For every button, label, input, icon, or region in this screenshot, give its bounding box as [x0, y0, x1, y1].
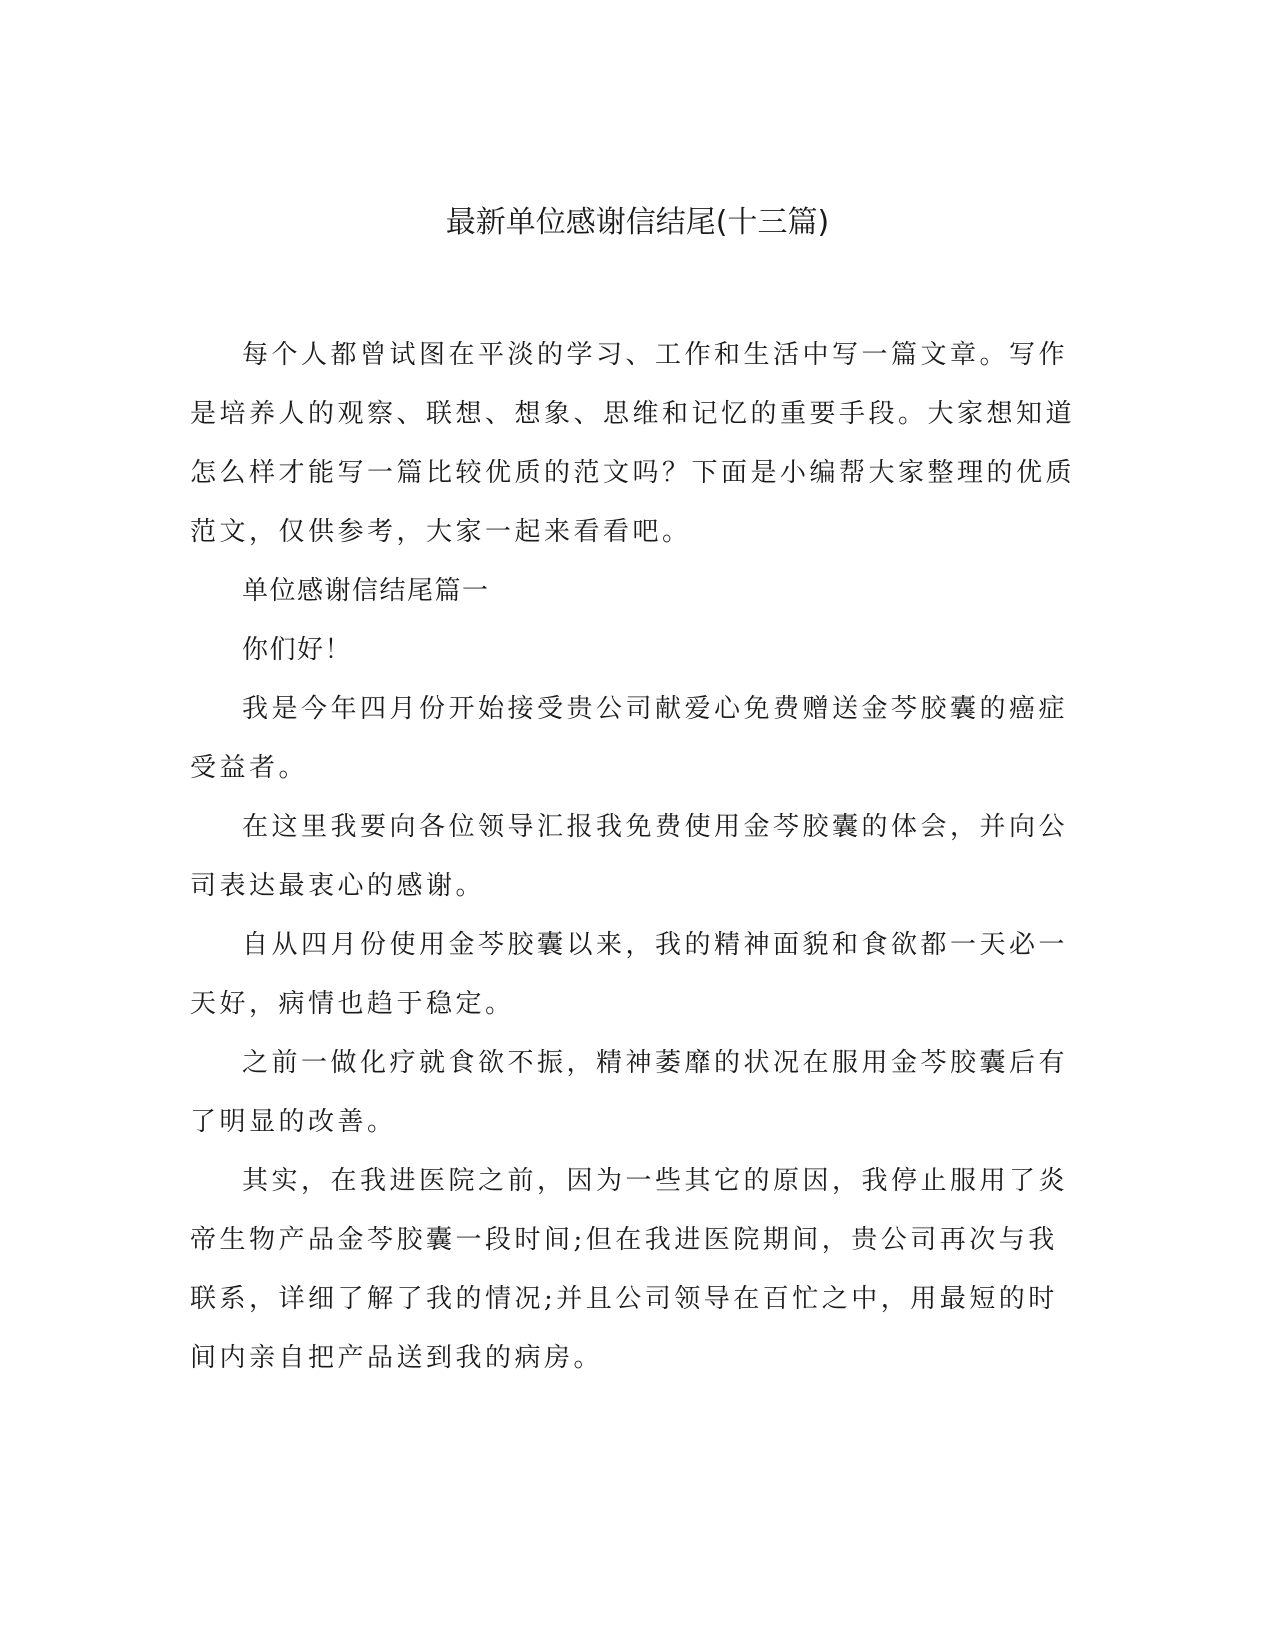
body-paragraph: 其实，在我进医院之前，因为一些其它的原因，我停止服用了炎帝生物产品金芩胶囊一段时间;但在我进医院期间，贵公司再次与我联系，详细了解了我的情况;并且公司领导在百忙之中，用最短的时间内亲自把产品送到我的病房。 — [190, 1166, 1069, 1373]
body-paragraph: 我是今年四月份开始接受贵公司献爱心免费赠送金芩胶囊的癌症受益者。 — [190, 694, 1069, 783]
section-heading: 单位感谢信结尾篇一 — [242, 576, 490, 606]
greeting-paragraph: 你们好！ — [242, 635, 353, 665]
body-paragraph: 之前一做化疗就食欲不振，精神萎靡的状况在服用金芩胶囊后有了明显的改善。 — [190, 1048, 1069, 1137]
intro-paragraph: 每个人都曾试图在平淡的学习、工作和生活中写一篇文章。写作是培养人的观察、联想、想象、思维和记忆的重要手段。大家想知道怎么样才能写一篇比较优质的范文吗？下面是小编帮大家整理的优质范文，仅供参考，大家一起来看看吧。 — [190, 340, 1076, 547]
document-title: 最新单位感谢信结尾(十三篇) — [445, 205, 830, 240]
body-paragraph: 自从四月份使用金芩胶囊以来，我的精神面貌和食欲都一天必一天好，病情也趋于稳定。 — [190, 930, 1069, 1019]
document-body — [190, 326, 1080, 1388]
body-paragraph: 在这里我要向各位领导汇报我免费使用金芩胶囊的体会，并向公司表达最衷心的感谢。 — [190, 812, 1069, 901]
